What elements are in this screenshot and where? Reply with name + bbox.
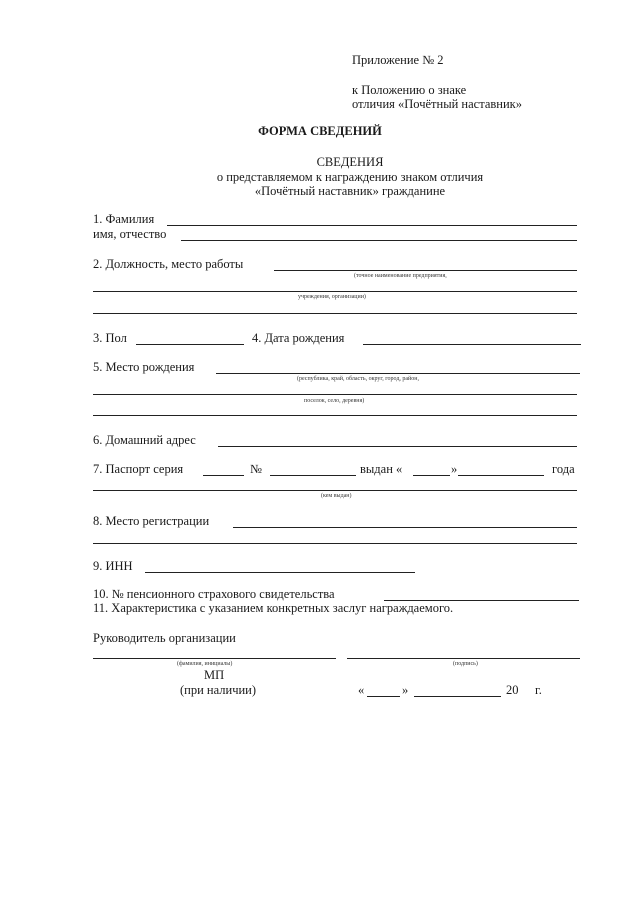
surname-field[interactable]	[167, 212, 577, 226]
seal-note: (при наличии)	[180, 683, 257, 697]
appendix-number: Приложение № 2	[352, 53, 444, 67]
form-title: ФОРМА СВЕДЕНИЙ	[258, 124, 382, 138]
date-open-quote: «	[358, 683, 365, 697]
position-hint-1: (точное наименование предприятия,	[354, 273, 447, 279]
position-field[interactable]	[274, 257, 577, 271]
subtitle-line2: о представляемом к награждению знаком отличия	[216, 170, 484, 184]
name-patronymic-label: имя, отчество	[93, 227, 167, 241]
registration-label: 8. Место регистрации	[93, 514, 210, 528]
name-patronymic-field[interactable]	[181, 227, 577, 241]
passport-number-field[interactable]	[270, 462, 356, 476]
home-address-label: 6. Домашний адрес	[93, 433, 196, 447]
passport-issue-day-field[interactable]	[413, 462, 450, 476]
surname-label: 1. Фамилия	[93, 212, 155, 226]
characteristic-label: 11. Характеристика с указанием конкретных заслуг награждаемого.	[93, 601, 454, 615]
date-month-field[interactable]	[414, 683, 501, 697]
seal-label: МП	[204, 668, 225, 682]
registration-field-line2[interactable]	[93, 530, 577, 544]
passport-number-sign: №	[250, 462, 262, 476]
head-signature-field[interactable]	[347, 645, 580, 659]
passport-year-label: года	[552, 462, 575, 476]
position-field-line3[interactable]	[93, 300, 577, 314]
birth-place-field[interactable]	[216, 360, 580, 374]
pension-certificate-field[interactable]	[384, 587, 579, 601]
head-signature-hint: (подпись)	[453, 661, 478, 667]
sex-field[interactable]	[136, 331, 244, 345]
sex-label: 3. Пол	[93, 331, 127, 345]
date-year-suffix: г.	[535, 683, 542, 697]
passport-issued-by-field[interactable]	[93, 477, 577, 491]
appendix-reference-line2: отличия «Почётный наставник»	[352, 97, 522, 111]
passport-series-label: 7. Паспорт серия	[93, 462, 184, 476]
birth-place-field-line3[interactable]	[93, 402, 577, 416]
inn-field[interactable]	[145, 559, 415, 573]
head-name-field[interactable]	[93, 645, 336, 659]
birth-place-hint-2: поселок, село, деревня)	[304, 398, 365, 404]
position-field-line2[interactable]	[93, 278, 577, 292]
pension-certificate-label: 10. № пенсионного страхового свидетельства	[93, 587, 335, 601]
position-hint-2: учреждения, организации)	[298, 294, 366, 300]
head-name-hint: (фамилия, инициалы)	[177, 661, 233, 667]
passport-issue-month-field[interactable]	[458, 462, 544, 476]
organization-head-label: Руководитель организации	[93, 631, 236, 645]
date-close-quote: »	[402, 683, 409, 697]
home-address-field[interactable]	[218, 433, 577, 447]
passport-issued-by-hint: (кем выдан)	[321, 493, 352, 499]
passport-series-field[interactable]	[203, 462, 244, 476]
birth-place-field-line2[interactable]	[93, 381, 577, 395]
subtitle-line3: «Почётный наставник» гражданине	[254, 184, 446, 198]
appendix-reference-line1: к Положению о знаке	[352, 83, 467, 97]
birth-place-label: 5. Место рождения	[93, 360, 195, 374]
inn-label: 9. ИНН	[93, 559, 133, 573]
birth-date-label: 4. Дата рождения	[252, 331, 345, 345]
passport-issued-close-quote: »	[451, 462, 458, 476]
position-label: 2. Должность, место работы	[93, 257, 244, 271]
registration-field[interactable]	[233, 514, 577, 528]
subtitle-heading: СВЕДЕНИЯ	[316, 155, 384, 169]
passport-issued-label: выдан «	[360, 462, 403, 476]
birth-date-field[interactable]	[363, 331, 581, 345]
date-day-field[interactable]	[367, 683, 400, 697]
birth-place-hint-1: (республика, край, область, округ, город, район,	[297, 376, 419, 382]
date-year-prefix: 20	[506, 683, 519, 697]
